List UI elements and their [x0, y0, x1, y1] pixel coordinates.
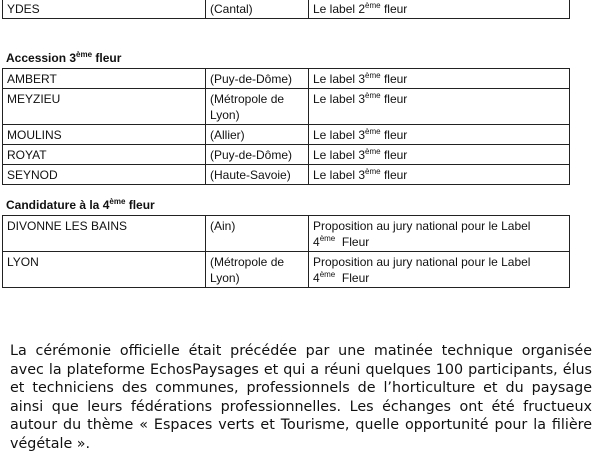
table-row	[3, 69, 570, 89]
table-3rd-flower	[2, 68, 570, 185]
city-cell: LYON	[3, 252, 206, 288]
city-cell: MOULINS	[3, 125, 206, 145]
label-cell: Le label 3ème fleur	[309, 165, 570, 185]
label-cell: Proposition au jury national pour le Label 4ème Fleur	[309, 216, 570, 252]
table-row	[3, 165, 570, 185]
city-cell: YDES	[3, 0, 206, 19]
department-cell: (Ain)	[206, 216, 309, 252]
department-cell: (Cantal)	[206, 0, 309, 19]
table-4th-flower	[2, 215, 570, 288]
table-row	[3, 252, 570, 288]
city-cell: SEYNOD	[3, 165, 206, 185]
label-cell: Le label 3ème fleur	[309, 69, 570, 89]
table-row	[3, 89, 570, 125]
department-cell: (Métropole de Lyon)	[206, 89, 309, 125]
section-heading-4th-flower: Candidature à la 4ème fleur	[6, 197, 155, 212]
city-cell: MEYZIEU	[3, 89, 206, 125]
department-cell: (Allier)	[206, 125, 309, 145]
city-cell: ROYAT	[3, 145, 206, 165]
table-2nd-flower	[2, 0, 570, 19]
city-cell: DIVONNE LES BAINS	[3, 216, 206, 252]
city-cell: AMBERT	[3, 69, 206, 89]
label-cell: Le label 3ème fleur	[309, 89, 570, 125]
label-cell: Le label 3ème fleur	[309, 125, 570, 145]
label-cell: Le label 2ème fleur	[309, 0, 570, 19]
section-heading-3rd-flower: Accession 3ème fleur	[6, 50, 122, 65]
table-row	[3, 125, 570, 145]
department-cell: (Haute-Savoie)	[206, 165, 309, 185]
department-cell: (Puy-de-Dôme)	[206, 69, 309, 89]
department-cell: (Puy-de-Dôme)	[206, 145, 309, 165]
label-cell: Proposition au jury national pour le Label 4ème Fleur	[309, 252, 570, 288]
table-row	[3, 216, 570, 252]
label-cell: Le label 3ème fleur	[309, 145, 570, 165]
table-row	[3, 0, 570, 19]
ceremony-paragraph: La cérémonie officielle était précédée par une matinée technique organisée avec la plateforme EchosPaysages et qui a réuni quelques 100 participants, élus et techniciens des communes, professionnels de l’horticulture et du paysage ainsi que leurs fédérations professionnelles. Les échanges ont été fructueux autour du thème « Espaces verts et Tourisme, quelle opportunité pour la filière végétale ».	[10, 343, 592, 452]
table-row	[3, 145, 570, 165]
department-cell: (Métropole de Lyon)	[206, 252, 309, 288]
